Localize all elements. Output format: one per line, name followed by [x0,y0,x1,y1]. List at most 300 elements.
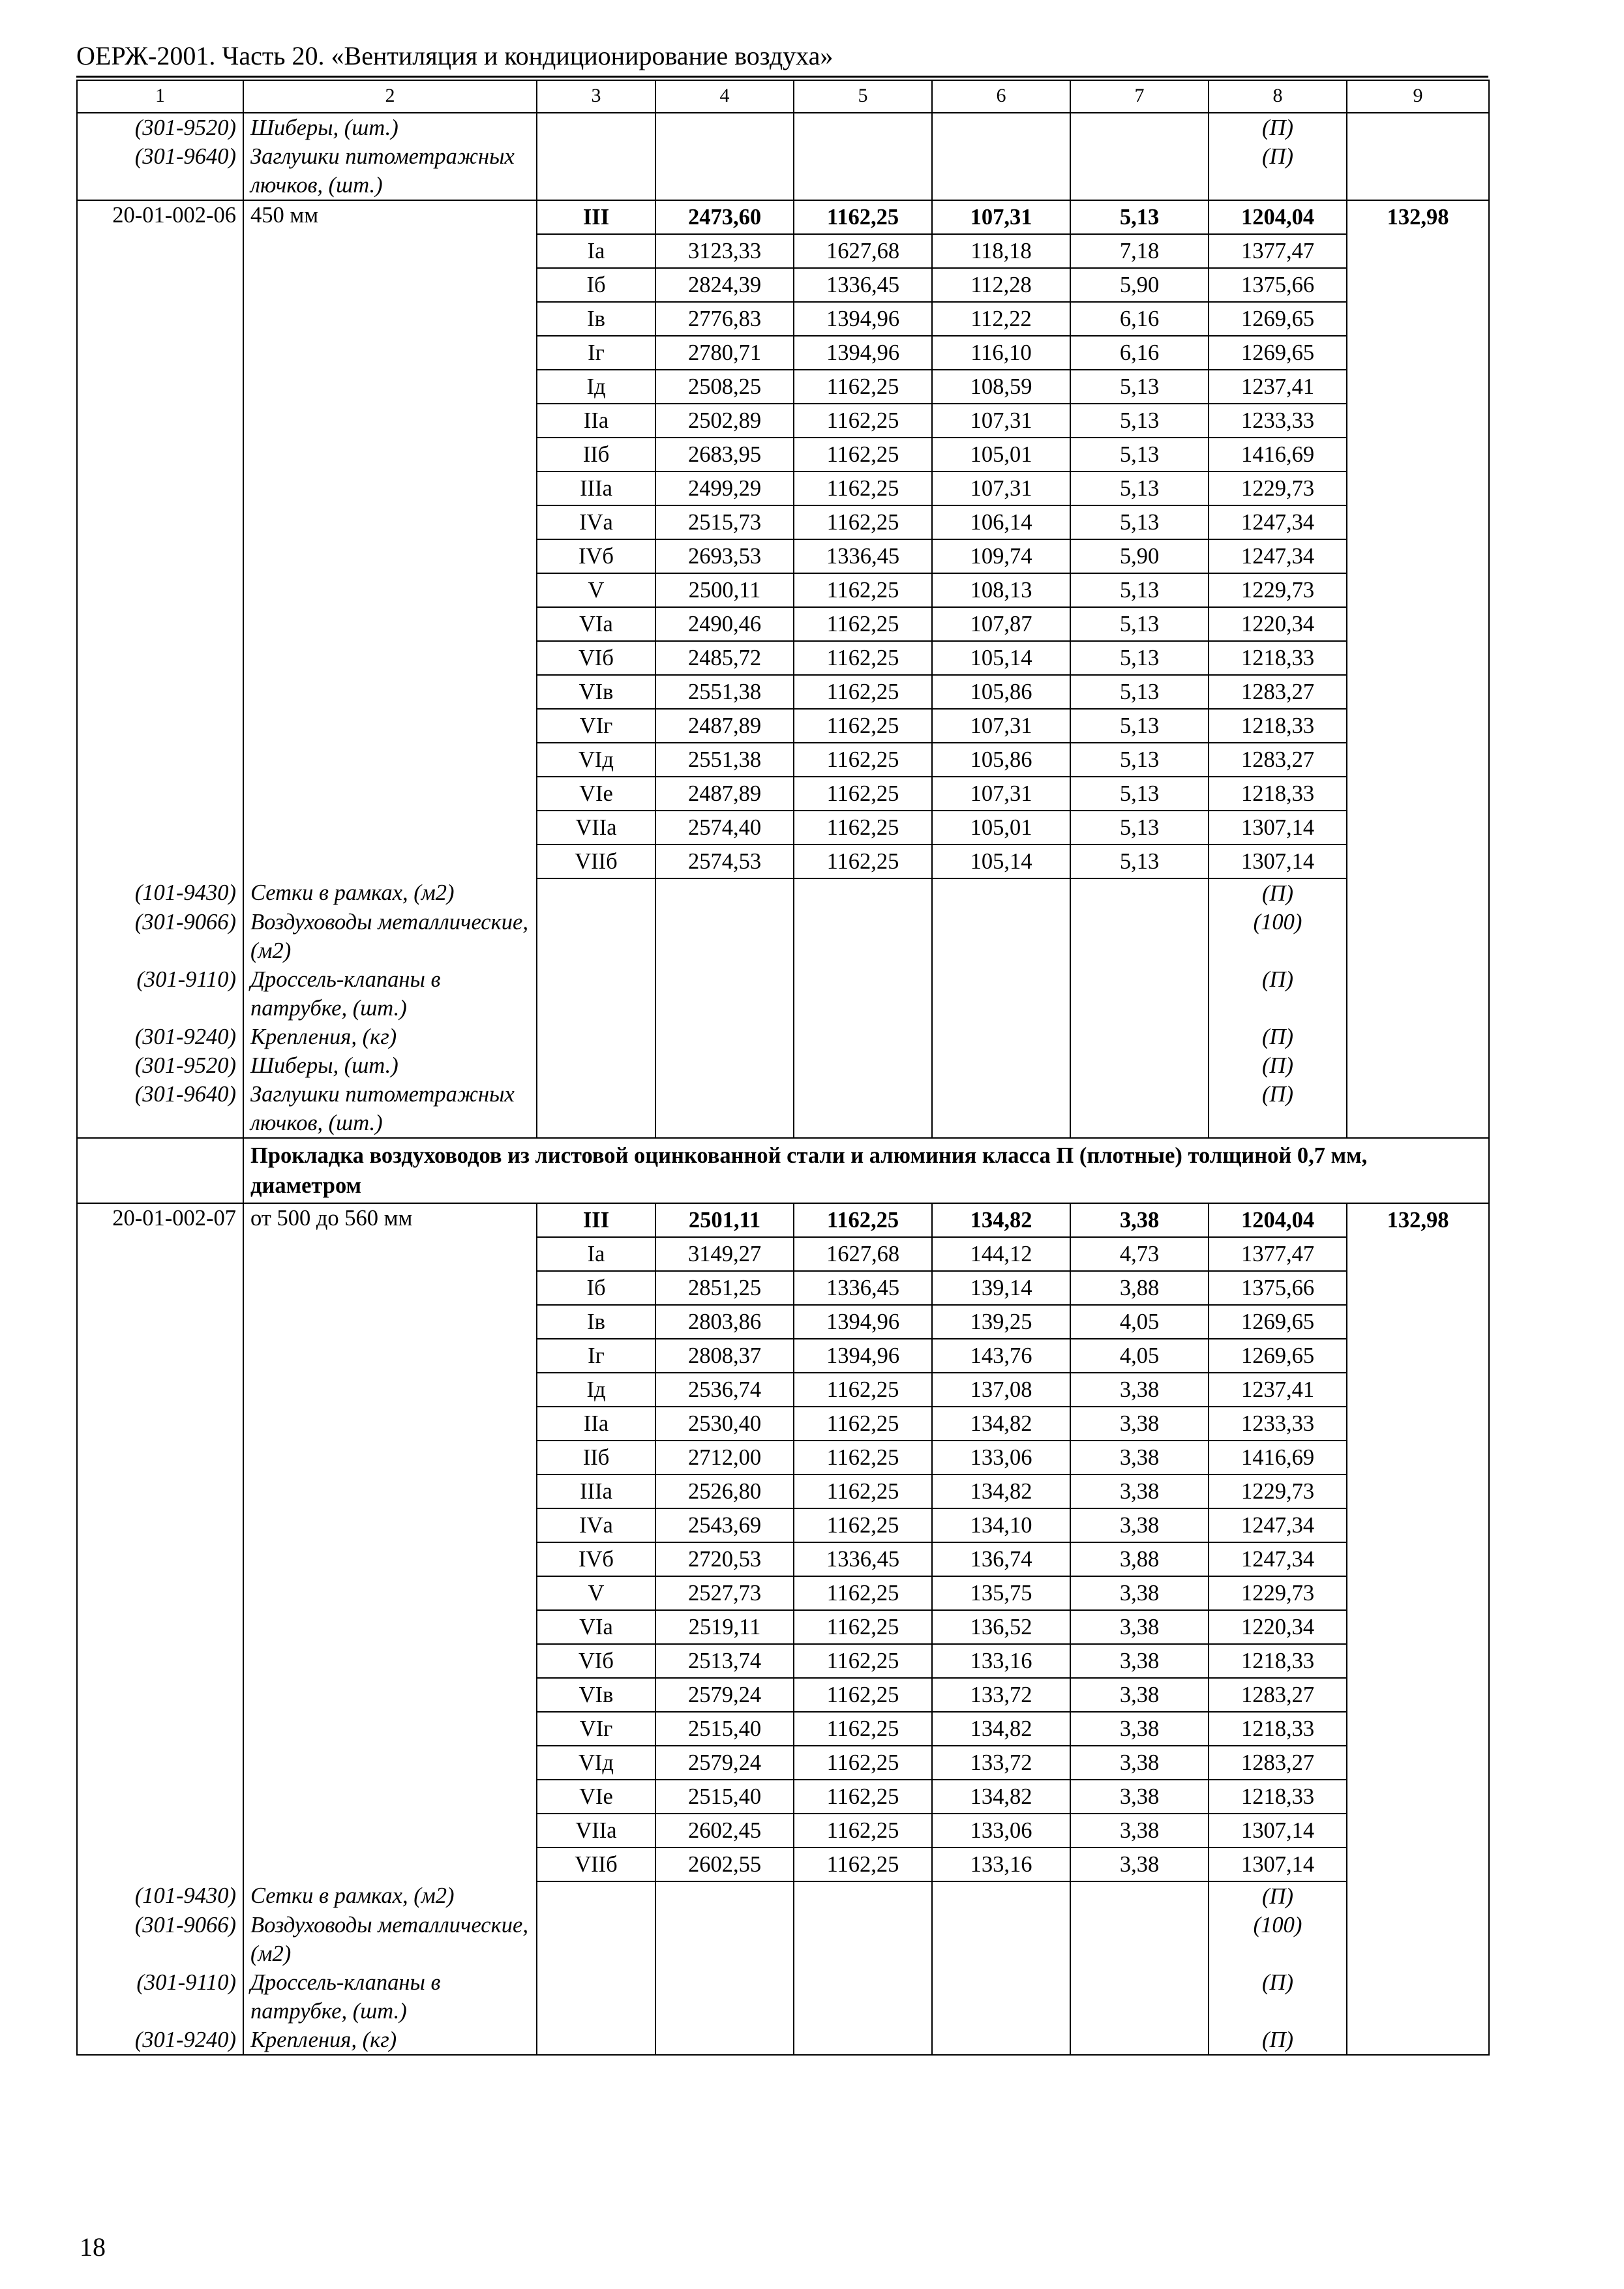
rate-value: 3,38 [1070,1203,1209,1237]
rate-value: 1269,65 [1209,1305,1347,1339]
empty-cell [1070,1051,1209,1080]
rate-value: 1162,25 [794,1746,932,1780]
page-header-title: ОЕРЖ-2001. Часть 20. «Вентиляция и кондиционирование воздуха» [76,41,834,70]
zone-label: III [537,1203,655,1237]
material-qty: (П) [1209,142,1347,200]
rate-value: 1336,45 [794,539,932,573]
material-row [77,142,1489,200]
material-code: (301-9640) [77,142,243,200]
rate-value: 3149,27 [655,1237,794,1271]
empty-cell [1347,1968,1489,2026]
rate-value: 5,13 [1070,471,1209,505]
rate-value: 1162,25 [794,1848,932,1881]
rate-value: 134,82 [932,1780,1070,1814]
zone-label: Iг [537,336,655,370]
header-rule [76,76,1488,78]
rate-value: 5,13 [1070,438,1209,471]
material-row [77,878,1489,908]
empty-cell [794,1968,932,2026]
rate-value: 1283,27 [1209,675,1347,709]
rate-value: 3,38 [1070,1678,1209,1712]
column-number: 4 [655,80,794,113]
rate-value: 3,88 [1070,1271,1209,1305]
page-number: 18 [80,2232,106,2262]
empty-cell [794,1080,932,1138]
rate-value: 1162,25 [794,404,932,438]
rate-value: 1162,25 [794,1780,932,1814]
rate-value: 2500,11 [655,573,794,607]
rate-value: 3,38 [1070,1441,1209,1474]
empty-cell [655,1911,794,1968]
empty-cell [794,113,932,142]
rate-value: 1220,34 [1209,1610,1347,1644]
column-number-row [77,80,1489,113]
rate-value: 5,13 [1070,709,1209,743]
rate-value: 2501,11 [655,1203,794,1237]
empty-cell [932,2026,1070,2055]
material-row [77,908,1489,965]
rate-value: 109,74 [932,539,1070,573]
material-qty: (П) [1209,1080,1347,1138]
material-qty: (П) [1209,1968,1347,2026]
empty-cell [537,878,655,908]
rate-value: 1283,27 [1209,1678,1347,1712]
rate-value: 1218,33 [1209,641,1347,675]
rate-value: 3,38 [1070,1780,1209,1814]
zone-label: Iа [537,234,655,268]
material-row [77,1023,1489,1051]
rate-value: 4,73 [1070,1237,1209,1271]
rate-value: 2487,89 [655,777,794,811]
rate-value: 116,10 [932,336,1070,370]
rate-value: 3,38 [1070,1373,1209,1407]
column-number: 3 [537,80,655,113]
zone-label: VIе [537,777,655,811]
zone-label: IIIа [537,1474,655,1508]
rate-value: 112,28 [932,268,1070,302]
rate-col9-value: 132,98 [1347,1203,1489,1881]
material-row [77,1968,1489,2026]
zone-label: VIIа [537,811,655,845]
rate-value: 1377,47 [1209,1237,1347,1271]
rate-value: 134,82 [932,1712,1070,1746]
rate-value: 118,18 [932,234,1070,268]
zone-label: Iа [537,1237,655,1271]
rate-value: 1247,34 [1209,539,1347,573]
rate-value: 2780,71 [655,336,794,370]
rate-value: 105,01 [932,438,1070,471]
rate-value: 5,13 [1070,777,1209,811]
rate-value: 2508,25 [655,370,794,404]
rate-value: 2515,73 [655,505,794,539]
empty-cell [537,1080,655,1138]
rate-value: 1269,65 [1209,336,1347,370]
rate-value: 1416,69 [1209,1441,1347,1474]
rate-value: 105,86 [932,743,1070,777]
material-code: (301-9110) [77,965,243,1023]
rate-value: 1162,25 [794,675,932,709]
empty-cell [932,113,1070,142]
rate-value: 1162,25 [794,743,932,777]
rate-value: 133,16 [932,1848,1070,1881]
rate-value: 1247,34 [1209,505,1347,539]
rate-value: 1229,73 [1209,573,1347,607]
rate-value: 108,13 [932,573,1070,607]
empty-cell [1070,965,1209,1023]
rate-value: 5,13 [1070,845,1209,878]
rate-value: 1394,96 [794,1305,932,1339]
rate-value: 133,06 [932,1441,1070,1474]
rate-value: 2515,40 [655,1712,794,1746]
rate-value: 2683,95 [655,438,794,471]
rate-value: 2693,53 [655,539,794,573]
empty-cell [1070,113,1209,142]
material-qty: (100) [1209,1911,1347,1968]
rate-value: 1247,34 [1209,1508,1347,1542]
rate-value: 5,13 [1070,370,1209,404]
zone-label: VIIа [537,1814,655,1848]
rate-value: 107,87 [932,607,1070,641]
rate-value: 1336,45 [794,1542,932,1576]
material-row [77,1051,1489,1080]
material-code: (301-9066) [77,1911,243,1968]
column-number: 1 [77,80,243,113]
material-qty: (П) [1209,113,1347,142]
rate-value: 3,38 [1070,1644,1209,1678]
zone-label: VIд [537,1746,655,1780]
rate-value: 2473,60 [655,200,794,234]
rate-value: 2551,38 [655,675,794,709]
rate-value: 5,13 [1070,675,1209,709]
empty-cell [1070,142,1209,200]
material-row [77,965,1489,1023]
rate-value: 3,38 [1070,1746,1209,1780]
zone-label: Iд [537,370,655,404]
rate-value: 2543,69 [655,1508,794,1542]
empty-cell [655,1023,794,1051]
column-number: 2 [243,80,537,113]
zone-label: IIб [537,1441,655,1474]
rate-value: 2712,00 [655,1441,794,1474]
rate-value: 2602,45 [655,1814,794,1848]
rate-value: 2720,53 [655,1542,794,1576]
rate-value: 2526,80 [655,1474,794,1508]
material-row [77,113,1489,142]
rate-value: 107,31 [932,471,1070,505]
rate-value: 1283,27 [1209,1746,1347,1780]
rate-value: 107,31 [932,709,1070,743]
material-code: (301-9240) [77,2026,243,2055]
material-row [77,1080,1489,1138]
empty-cell [1347,1911,1489,1968]
rate-value: 5,13 [1070,505,1209,539]
rate-value: 2579,24 [655,1678,794,1712]
empty-cell [537,2026,655,2055]
rate-value: 105,14 [932,641,1070,675]
material-row [77,2026,1489,2055]
empty-cell [794,1023,932,1051]
rate-value: 1218,33 [1209,709,1347,743]
rate-value: 2515,40 [655,1780,794,1814]
rate-value: 133,06 [932,1814,1070,1848]
rate-value: 1162,25 [794,709,932,743]
rate-value: 3,38 [1070,1508,1209,1542]
material-code: (301-9240) [77,1023,243,1051]
empty-cell [932,1911,1070,1968]
empty-cell [932,965,1070,1023]
rate-value: 5,13 [1070,811,1209,845]
column-number: 6 [932,80,1070,113]
rate-value: 2519,11 [655,1610,794,1644]
zone-label: VIг [537,709,655,743]
rate-value: 2536,74 [655,1373,794,1407]
empty-cell [1347,965,1489,1023]
rate-value: 1162,25 [794,1712,932,1746]
zone-label: VIа [537,607,655,641]
rate-value: 134,82 [932,1407,1070,1441]
rate-description: 450 мм [243,200,537,878]
rate-value: 2487,89 [655,709,794,743]
rate-value: 5,90 [1070,268,1209,302]
empty-cell [1347,878,1489,908]
rate-value: 1220,34 [1209,607,1347,641]
rate-value: 1204,04 [1209,200,1347,234]
empty-cell [537,1968,655,2026]
rate-value: 1162,25 [794,370,932,404]
empty-cell [655,1080,794,1138]
rate-value: 2530,40 [655,1407,794,1441]
empty-cell [1070,1023,1209,1051]
material-name: Заглушки питометражных лючков, (шт.) [243,1080,537,1138]
rate-value: 1229,73 [1209,471,1347,505]
zone-label: Iв [537,1305,655,1339]
rate-value: 1375,66 [1209,268,1347,302]
rate-value: 2776,83 [655,302,794,336]
rate-value: 3,38 [1070,1848,1209,1881]
empty-cell [1347,1051,1489,1080]
empty-cell [1347,1080,1489,1138]
zone-label: VIа [537,1610,655,1644]
rate-value: 1162,25 [794,1407,932,1441]
empty-cell [537,1023,655,1051]
zone-label: IIIа [537,471,655,505]
rate-value: 2499,29 [655,471,794,505]
rate-value: 134,10 [932,1508,1070,1542]
section-title: Прокладка воздуховодов из листовой оцинкованной стали и алюминия класса П (плотные) толщиной 0,7 мм, диаметром [243,1138,1489,1203]
rate-value: 1247,34 [1209,1542,1347,1576]
empty-cell [932,1023,1070,1051]
material-code: (301-9520) [77,1051,243,1080]
rate-col9-value: 132,98 [1347,200,1489,878]
empty-cell [1070,908,1209,965]
material-code: (101-9430) [77,1881,243,1911]
zone-label: Iб [537,1271,655,1305]
rate-value: 1162,25 [794,811,932,845]
material-code: (301-9640) [77,1080,243,1138]
rate-value: 1229,73 [1209,1576,1347,1610]
rate-value: 1162,25 [794,438,932,471]
rate-value: 1627,68 [794,234,932,268]
zone-label: V [537,1576,655,1610]
zone-label: VIд [537,743,655,777]
empty-cell [537,1911,655,1968]
rate-value: 2527,73 [655,1576,794,1610]
empty-cell [1070,1911,1209,1968]
zone-label: VIв [537,1678,655,1712]
rate-value: 3,38 [1070,1814,1209,1848]
rate-value: 1162,25 [794,471,932,505]
rate-value: 1377,47 [1209,234,1347,268]
rate-value: 1218,33 [1209,777,1347,811]
empty-cell [932,1051,1070,1080]
empty-cell [655,965,794,1023]
rate-value: 1162,25 [794,200,932,234]
zone-label: IIа [537,1407,655,1441]
zone-label: III [537,200,655,234]
rate-value: 6,16 [1070,336,1209,370]
empty-cell [77,1138,243,1203]
rate-value: 5,13 [1070,200,1209,234]
material-name: Крепления, (кг) [243,1023,537,1051]
rate-description: от 500 до 560 мм [243,1203,537,1881]
rate-value: 105,14 [932,845,1070,878]
material-qty: (П) [1209,1051,1347,1080]
rate-value: 137,08 [932,1373,1070,1407]
rate-value: 133,16 [932,1644,1070,1678]
empty-cell [794,1051,932,1080]
column-number: 9 [1347,80,1489,113]
rate-value: 1162,25 [794,505,932,539]
rate-value: 3,38 [1070,1407,1209,1441]
empty-cell [794,908,932,965]
empty-cell [1347,142,1489,200]
rate-code: 20-01-002-07 [77,1203,243,1881]
empty-cell [655,2026,794,2055]
material-name: Крепления, (кг) [243,2026,537,2055]
rate-value: 1307,14 [1209,1814,1347,1848]
rate-value: 1162,25 [794,1610,932,1644]
rate-value: 1162,25 [794,1508,932,1542]
rate-value: 1237,41 [1209,1373,1347,1407]
empty-cell [655,113,794,142]
rate-value: 144,12 [932,1237,1070,1271]
material-name: Воздуховоды металлические, (м2) [243,1911,537,1968]
empty-cell [1347,908,1489,965]
section-title-row [77,1138,1489,1203]
zone-label: VIг [537,1712,655,1746]
rate-value: 2490,46 [655,607,794,641]
empty-cell [1070,1881,1209,1911]
rate-value: 5,13 [1070,404,1209,438]
rate-value: 2808,37 [655,1339,794,1373]
empty-cell [1070,878,1209,908]
material-name: Сетки в рамках, (м2) [243,1881,537,1911]
rate-value: 4,05 [1070,1305,1209,1339]
rate-value: 1162,25 [794,1441,932,1474]
rate-value: 107,31 [932,404,1070,438]
rate-value: 1162,25 [794,1576,932,1610]
rate-value: 6,16 [1070,302,1209,336]
empty-cell [1347,113,1489,142]
rate-value: 1269,65 [1209,1339,1347,1373]
rate-value: 4,05 [1070,1339,1209,1373]
material-qty: (П) [1209,2026,1347,2055]
empty-cell [1347,2026,1489,2055]
rate-value: 3,38 [1070,1610,1209,1644]
empty-cell [1070,2026,1209,2055]
rate-value: 139,14 [932,1271,1070,1305]
empty-cell [655,142,794,200]
rate-value: 1204,04 [1209,1203,1347,1237]
rate-value: 1627,68 [794,1237,932,1271]
rate-value: 1162,25 [794,607,932,641]
rate-value: 1233,33 [1209,1407,1347,1441]
material-name: Дроссель-клапаны в патрубке, (шт.) [243,1968,537,2026]
empty-cell [932,1881,1070,1911]
material-name: Шиберы, (шт.) [243,1051,537,1080]
zone-label: IIб [537,438,655,471]
rates-table [76,80,1490,2056]
rate-value: 5,13 [1070,743,1209,777]
material-code: (101-9430) [77,878,243,908]
rate-value: 1237,41 [1209,370,1347,404]
rate-value: 1307,14 [1209,811,1347,845]
rate-value: 1162,25 [794,1203,932,1237]
empty-cell [537,1051,655,1080]
zone-label: VIе [537,1780,655,1814]
rate-value: 1307,14 [1209,1848,1347,1881]
rate-value: 2579,24 [655,1746,794,1780]
empty-cell [794,1911,932,1968]
rate-value: 135,75 [932,1576,1070,1610]
rate-value: 5,90 [1070,539,1209,573]
empty-cell [537,142,655,200]
zone-label: Iг [537,1339,655,1373]
material-name: Дроссель-клапаны в патрубке, (шт.) [243,965,537,1023]
material-code: (301-9066) [77,908,243,965]
rate-value: 133,72 [932,1678,1070,1712]
rate-value: 2513,74 [655,1644,794,1678]
material-name: Шиберы, (шт.) [243,113,537,142]
empty-cell [932,878,1070,908]
empty-cell [932,1080,1070,1138]
rate-value: 2551,38 [655,743,794,777]
rate-value: 2574,40 [655,811,794,845]
rate-value: 136,52 [932,1610,1070,1644]
material-qty: (100) [1209,908,1347,965]
rate-value: 1162,25 [794,641,932,675]
material-qty: (П) [1209,1881,1347,1911]
material-code: (301-9110) [77,1968,243,2026]
rate-value: 1375,66 [1209,1271,1347,1305]
material-qty: (П) [1209,1023,1347,1051]
rate-value: 133,72 [932,1746,1070,1780]
rate-value: 105,01 [932,811,1070,845]
empty-cell [1070,1080,1209,1138]
rate-row [77,1203,1489,1237]
material-qty: (П) [1209,878,1347,908]
rate-value: 1394,96 [794,1339,932,1373]
rate-value: 2602,55 [655,1848,794,1881]
rate-value: 5,13 [1070,607,1209,641]
rate-value: 1218,33 [1209,1644,1347,1678]
zone-label: IVб [537,539,655,573]
rate-value: 139,25 [932,1305,1070,1339]
column-number: 5 [794,80,932,113]
empty-cell [655,878,794,908]
empty-cell [1347,1881,1489,1911]
rate-value: 134,82 [932,1203,1070,1237]
